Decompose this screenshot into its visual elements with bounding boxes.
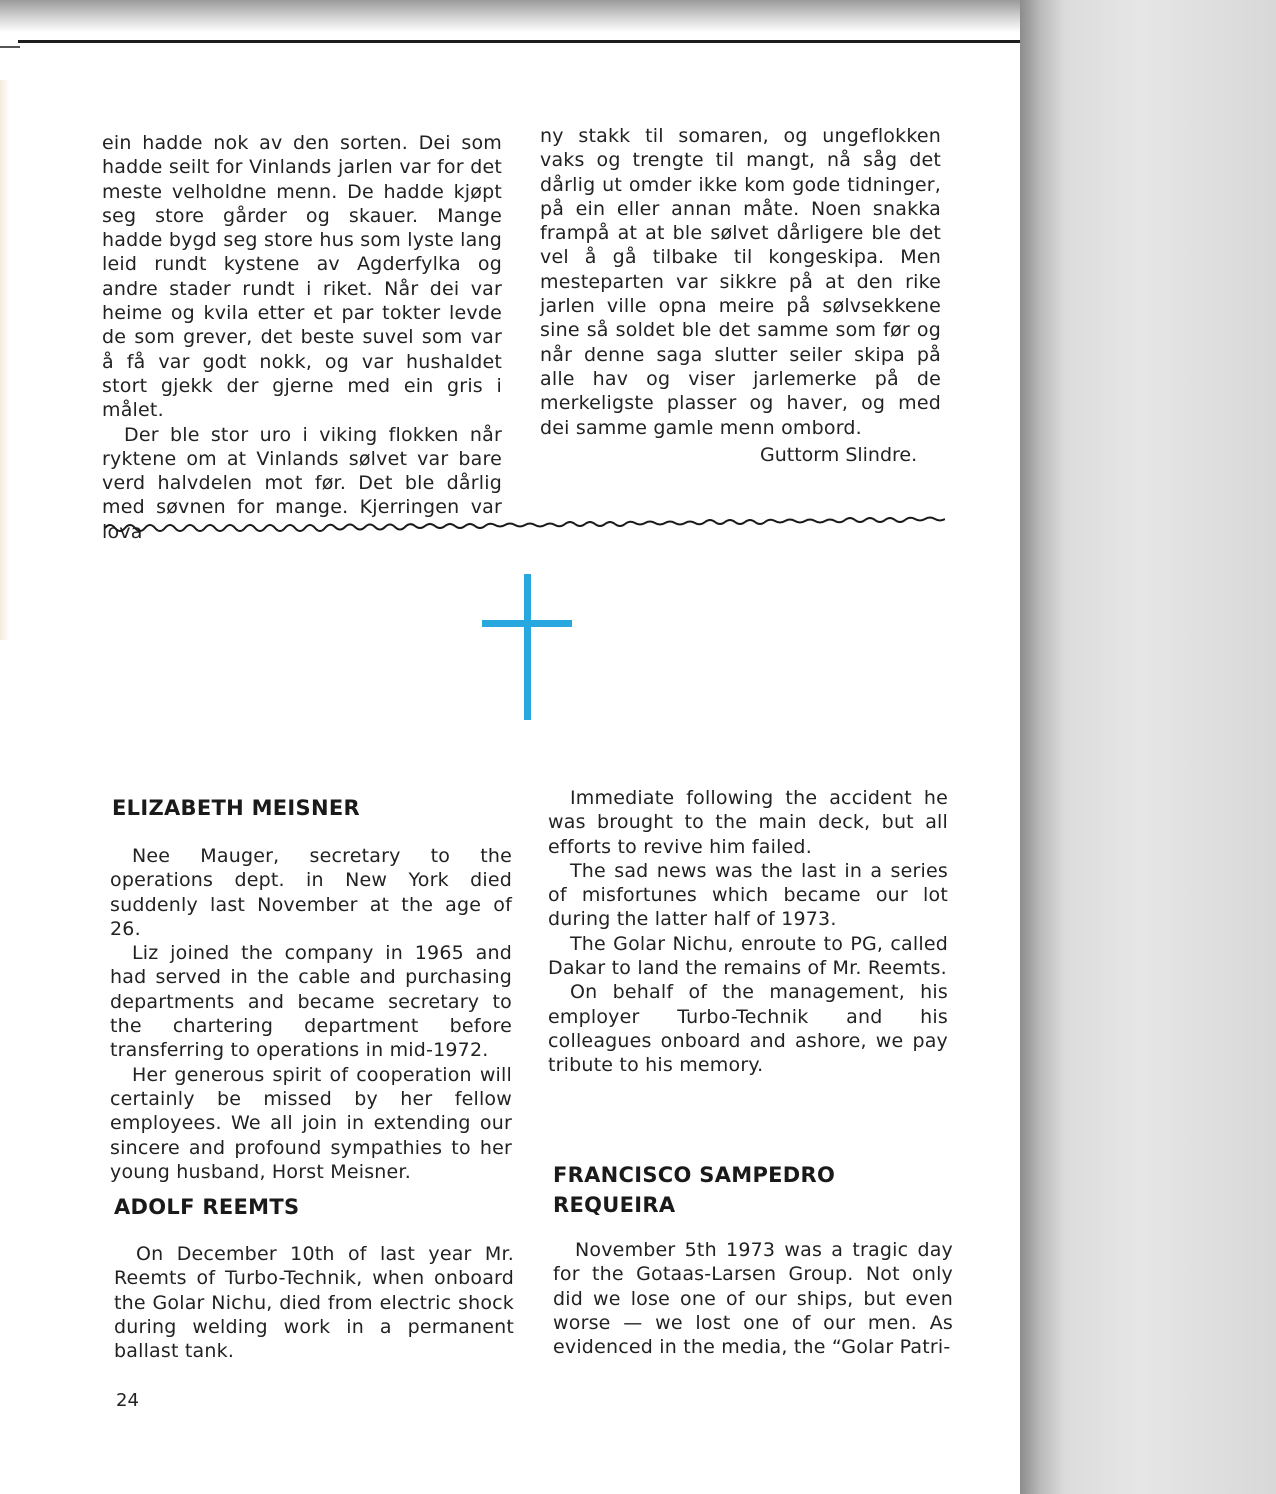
meisner-paragraph: Liz joined the company in 1965 and had served in the cable and purchasing departments and became secretary to the chartering department before transferring to operations in mid-1972.: [110, 942, 512, 1062]
top-rule: [18, 40, 1028, 43]
page-number: 24: [116, 1390, 139, 1411]
norwegian-paragraph: ny stakk til somaren, og ungeflokken vaks og trengte til mangt, nå såg det dårlig ut omder ikke kom gode tidninger, på ein eller annan måte. Noen snakka frampå at at ble sølvet dårligere ble det vel å gå tilbake til kongeskipa. Men mesteparten var sikkre på at den rike jarlen ville opna meire på sølvsekkene sine så soldet ble det samme som før og når denne saga slutter seiler skipa på alle hav og viser jarlemerke på de merkeligste plasser og haver, og med dei samme gamle menn ombord.: [540, 125, 941, 439]
heading-line: REQUEIRA: [553, 1193, 676, 1217]
book-spine-shadow: [1020, 0, 1276, 1494]
reemts-paragraph: The Golar Nichu, enroute to PG, called Dakar to land the remains of Mr. Reemts.: [548, 932, 948, 980]
norwegian-paragraph: Der ble stor uro i viking flokken når ryktene om at Vinlands sølvet var bare verd halvdelen mot før. Det ble dårlig med søvnen for mange. Kjerringen var lova: [102, 423, 502, 543]
author-signature: Guttorm Slindre.: [760, 444, 918, 466]
meisner-paragraph: Nee Mauger, secretary to the operations dept. in New York died suddenly last November at the age of 26.: [110, 845, 512, 940]
reemts-paragraph: On behalf of the management, his employer Turbo-Technik and his colleagues onboard and ashore, we pay tribute to his memory.: [548, 981, 948, 1077]
heading-elizabeth-meisner: ELIZABETH MEISNER: [112, 796, 360, 820]
reemts-paragraph: The sad news was the last in a series of misfortunes which became our lot during the latter half of 1973.: [548, 859, 948, 931]
reemts-paragraph: On December 10th of last year Mr. Reemts of Turbo-Technik, when onboard the Golar Nichu, died from electric shock during welding work in a permanent ballast tank.: [114, 1243, 514, 1363]
cross-vertical-bar: [524, 574, 531, 720]
reemts-paragraph: Immediate following the accident he was brought to the main deck, but all efforts to revive him failed.: [548, 787, 948, 858]
norwegian-column-left: [102, 131, 502, 544]
reemts-text-left: [114, 1242, 514, 1363]
page-left-edge: [0, 80, 10, 640]
norwegian-paragraph: ein hadde nok av den sorten. Dei som hadde seilt for Vinlands jarlen var for det meste velholdne menn. De hadde kjøpt seg store gårder og skauer. Mange hadde bygd seg store hus som lyste lang leid rundt kystene av Agderfylka og andre stader rundt i riket. Når dei var heime og kvila etter et par tokter levde de som grever, det beste suvel som var å få var godt nokk, og var hushaldet stort gjekk der gjerne med ein gris i målet.: [102, 132, 502, 422]
meisner-paragraph: Her generous spirit of cooperation will certainly be missed by her fellow employees. We all join in extending our sincere and profound sympathies to her young husband, Horst Meisner.: [110, 1063, 512, 1183]
reemts-text-right: [548, 786, 948, 1078]
cross-horizontal-bar: [482, 620, 572, 627]
heading-francisco-sampedro: [553, 1160, 835, 1220]
heading-adolf-reemts: ADOLF REEMTS: [114, 1195, 300, 1219]
wavy-divider: [105, 512, 945, 536]
heading-line: FRANCISCO SAMPEDRO: [553, 1163, 836, 1187]
sampedro-text: [553, 1238, 953, 1359]
sampedro-paragraph: November 5th 1973 was a tragic day for the Gotaas-Larsen Group. Not only did we lose one of our ships, but even worse — we lost one of our men. As evidenced in the media, the “Golar Patri-: [553, 1239, 953, 1359]
memorial-cross-icon: [482, 574, 574, 722]
meisner-text: [110, 844, 512, 1184]
norwegian-column-right: [540, 124, 941, 440]
top-rule-mark: [0, 46, 20, 48]
